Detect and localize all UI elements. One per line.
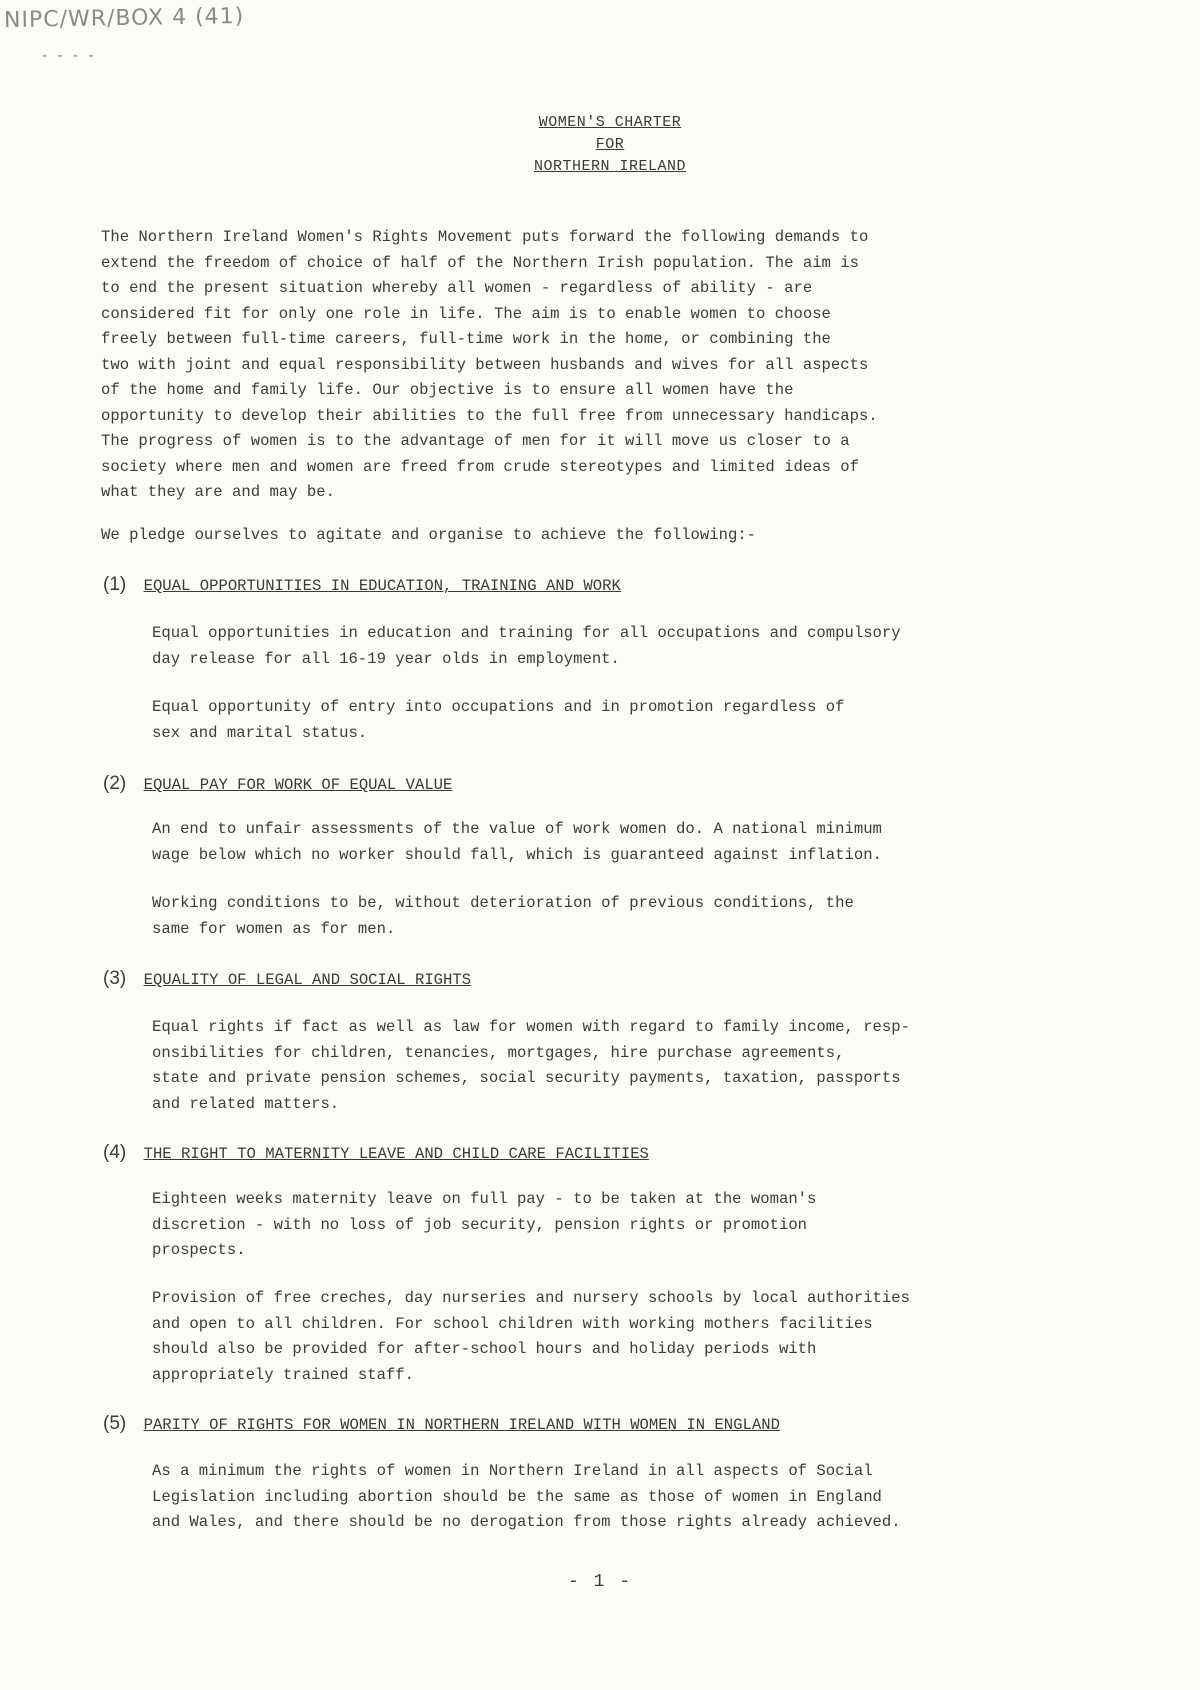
paragraph-line: appropriately trained staff. xyxy=(152,1365,415,1384)
title-line-1: WOMEN'S CHARTER xyxy=(538,114,682,131)
paragraph-line: As a minimum the rights of women in Northern Ireland in all aspects of Social xyxy=(152,1462,873,1480)
paragraph-line: Eighteen weeks maternity leave on full pay - to be taken at the woman's xyxy=(152,1190,817,1208)
section-2-paragraph-2 xyxy=(152,891,854,942)
intro-paragraph xyxy=(101,225,878,506)
section-heading-5 xyxy=(103,1411,780,1438)
section-4-paragraph-2 xyxy=(152,1286,910,1388)
section-4-paragraph-1 xyxy=(152,1187,816,1264)
archive-reference: NIPC/WR/BOX 4 (41) xyxy=(3,3,245,34)
intro-line: two with joint and equal responsibility between husbands and wives for all aspects xyxy=(101,355,869,374)
section-heading-3 xyxy=(103,966,471,993)
paragraph-line: state and private pension schemes, social security payments, taxation, passports xyxy=(152,1069,901,1087)
intro-line: what they are and may be. xyxy=(101,483,335,501)
paragraph-line: onsibilities for children, tenancies, mortgages, hire purchase agreements, xyxy=(152,1043,845,1062)
paragraph-line: prospects. xyxy=(152,1241,246,1259)
title-line-2: FOR xyxy=(595,136,625,153)
section-number: (3) xyxy=(103,968,127,989)
paragraph-line: wage below which no worker should fall, which is guaranteed against inflation. xyxy=(152,845,882,864)
intro-line: considered fit for only one role in life. The aim is to enable women to choose xyxy=(101,304,831,323)
paragraph-line: Equal rights if fact as well as law for women with regard to family income, resp- xyxy=(152,1018,910,1036)
section-number: (4) xyxy=(103,1142,127,1163)
paragraph-line: An end to unfair assessments of the value of work women do. A national minimum xyxy=(152,820,882,838)
title-line-3: NORTHERN IRELAND xyxy=(533,158,687,175)
paragraph-line: and related matters. xyxy=(152,1094,340,1113)
section-3-paragraph-1 xyxy=(152,1015,910,1117)
section-5-paragraph-1 xyxy=(152,1459,901,1536)
section-heading-4 xyxy=(103,1140,649,1167)
paragraph-line: sex and marital status. xyxy=(152,723,368,742)
paragraph-line: Provision of free creches, day nurseries and nursery schools by local authorities xyxy=(152,1289,910,1307)
intro-line: The progress of women is to the advantage of men for it will move us closer to a xyxy=(101,432,850,450)
paragraph-line: Equal opportunity of entry into occupations and in promotion regardless of xyxy=(152,698,845,716)
archive-mark: - - - - xyxy=(42,48,97,64)
section-2-paragraph-1 xyxy=(152,817,882,868)
section-number: (1) xyxy=(103,574,127,595)
paragraph-line: and Wales, and there should be no derogation from those rights already achieved. xyxy=(152,1513,901,1531)
section-1-paragraph-2 xyxy=(152,695,844,746)
document-title xyxy=(0,112,1200,178)
paragraph-line: discretion - with no loss of job security, pension rights or promotion xyxy=(152,1215,808,1234)
paragraph-line: and open to all children. For school children with working mothers facilities xyxy=(152,1314,873,1333)
section-title: EQUALITY OF LEGAL AND SOCIAL RIGHTS xyxy=(143,971,472,989)
intro-line: opportunity to develop their abilities to the full free from unnecessary handicaps. xyxy=(101,406,878,425)
intro-line: of the home and family life. Our objective is to ensure all women have the xyxy=(101,381,794,399)
paragraph-line: should also be provided for after-school hours and holiday periods with xyxy=(152,1340,817,1358)
section-number: (5) xyxy=(103,1413,127,1434)
section-title: EQUAL OPPORTUNITIES IN EDUCATION, TRAINING AND WORK xyxy=(143,577,621,595)
pledge-statement: We pledge ourselves to agitate and organise to achieve the following:- xyxy=(101,526,757,544)
paragraph-line: Legislation including abortion should be the same as those of women in England xyxy=(152,1487,882,1506)
section-1-paragraph-1 xyxy=(152,621,901,672)
intro-line: The Northern Ireland Women's Rights Movement puts forward the following demands to xyxy=(101,228,869,246)
intro-line: to end the present situation whereby all women - regardless of ability - are xyxy=(101,279,813,297)
page-number: - 1 - xyxy=(567,1572,632,1592)
paragraph-line: same for women as for men. xyxy=(152,919,396,938)
intro-line: freely between full-time careers, full-time work in the home, or combining the xyxy=(101,330,831,348)
intro-line: society where men and women are freed from crude stereotypes and limited ideas of xyxy=(101,457,859,476)
section-number: (2) xyxy=(103,773,127,794)
section-title: THE RIGHT TO MATERNITY LEAVE AND CHILD CARE FACILITIES xyxy=(143,1145,649,1163)
paragraph-line: Working conditions to be, without deterioration of previous conditions, the xyxy=(152,894,854,912)
section-heading-2 xyxy=(103,771,452,798)
section-heading-1 xyxy=(103,572,621,599)
section-title: PARITY OF RIGHTS FOR WOMEN IN NORTHERN IRELAND WITH WOMEN IN ENGLAND xyxy=(143,1416,780,1434)
section-title: EQUAL PAY FOR WORK OF EQUAL VALUE xyxy=(143,776,453,794)
intro-line: extend the freedom of choice of half of the Northern Irish population. The aim is xyxy=(101,253,859,272)
paragraph-line: day release for all 16-19 year olds in employment. xyxy=(152,649,620,668)
paragraph-line: Equal opportunities in education and training for all occupations and compulsory xyxy=(152,624,901,642)
